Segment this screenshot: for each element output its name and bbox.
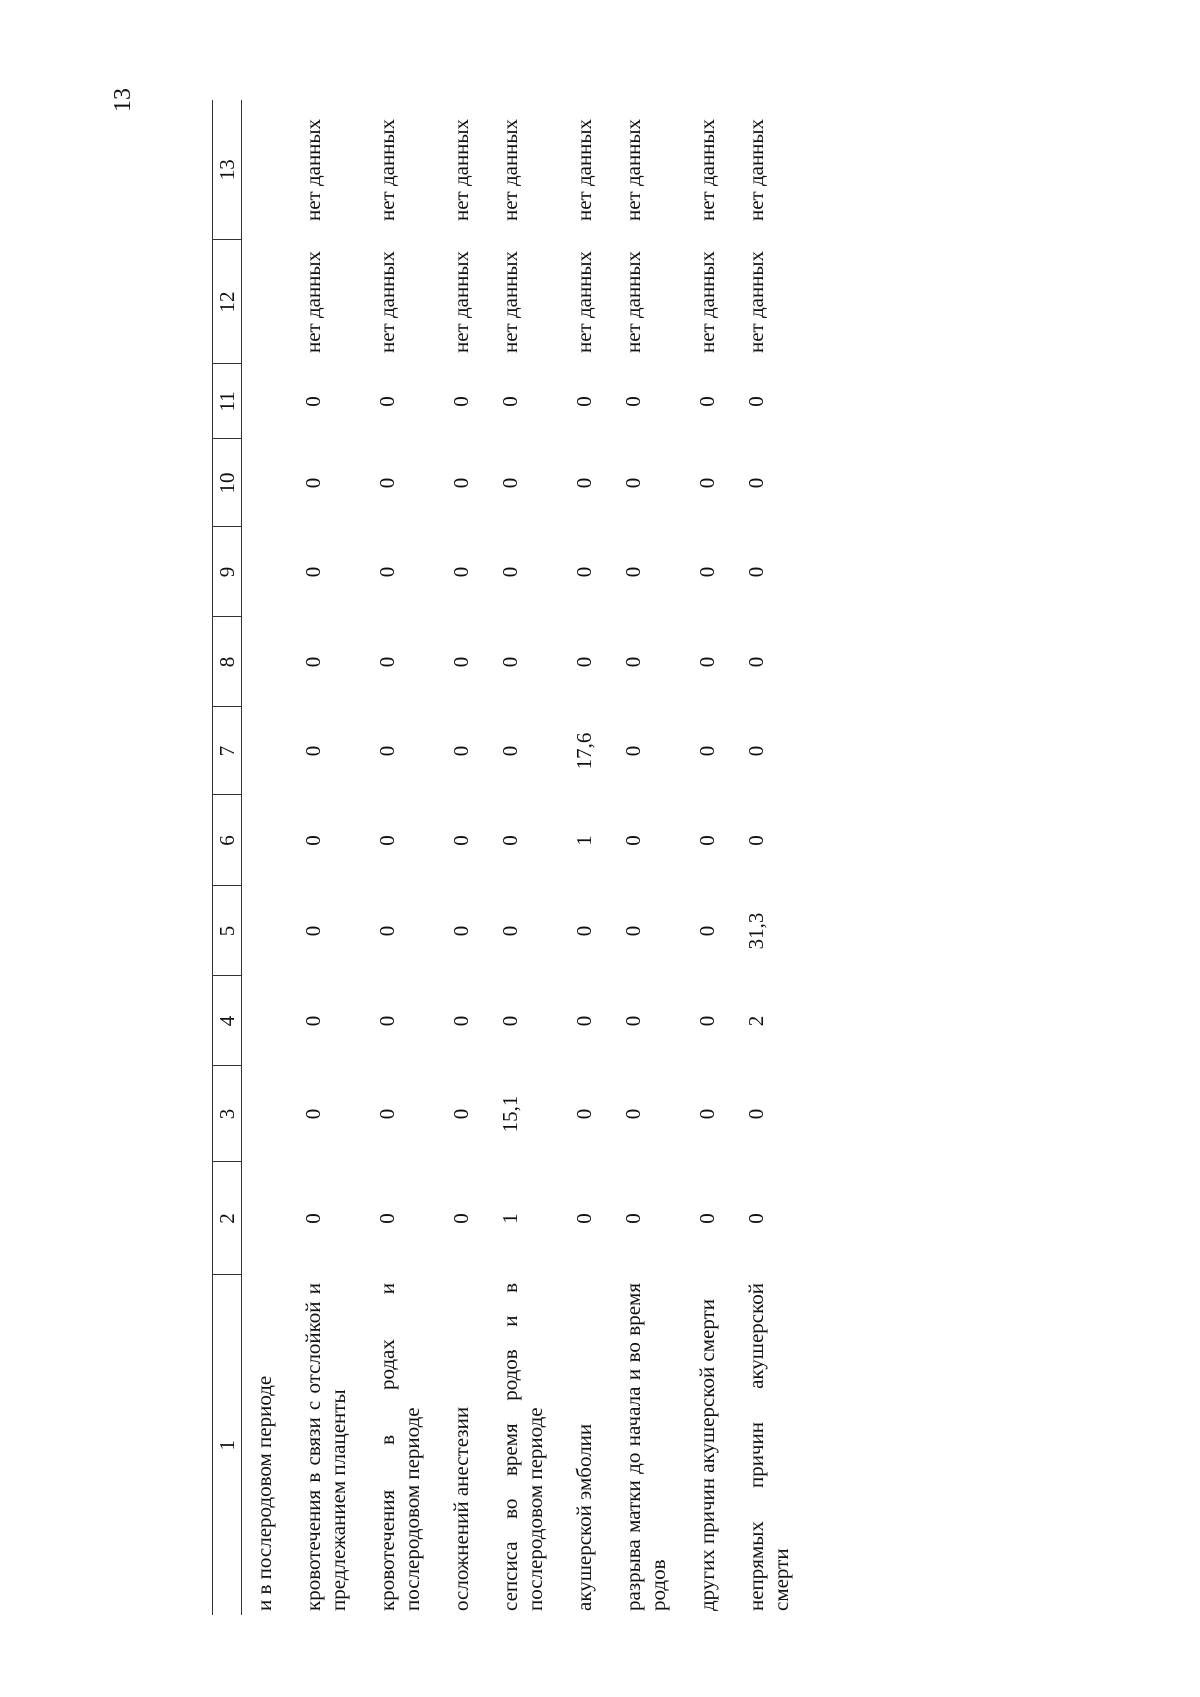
col-header-10: 10: [213, 439, 242, 527]
cell-col-7: 0: [449, 745, 473, 757]
cell-col-8: 0: [449, 656, 473, 668]
cell-col-11: 0: [449, 396, 473, 407]
cell-col-5: 0: [375, 925, 399, 937]
row-label: непрямых причин акушерской смерти: [744, 1283, 793, 1611]
cell-col-2: 1: [498, 1213, 522, 1224]
cell-col-11: 0: [375, 396, 399, 407]
col-header-5: 5: [213, 886, 242, 976]
cell-col-13: нет данных: [621, 118, 645, 222]
cell-col-12: нет данных: [572, 250, 596, 354]
cell-col-6: 0: [301, 835, 325, 846]
cell-col-3: 15,1: [498, 1095, 522, 1133]
statistics-table: [212, 100, 808, 1615]
cell-col-2: [242, 1162, 292, 1275]
col-header-4: 4: [213, 976, 242, 1066]
cell-col-13: нет данных: [744, 118, 768, 222]
cell-col-13: нет данных: [301, 118, 325, 222]
cell-col-13: нет данных: [572, 118, 596, 222]
table-row: [242, 100, 292, 1615]
col-header-2: 2: [213, 1162, 242, 1275]
cell-col-5: 0: [695, 925, 719, 937]
cell-col-11: 0: [301, 396, 325, 407]
cell-col-6: 0: [621, 835, 645, 846]
cell-col-4: 0: [375, 1015, 399, 1027]
cell-col-5: 0: [301, 925, 325, 937]
cell-col-13: [242, 100, 292, 240]
cell-col-12: нет данных: [744, 250, 768, 354]
row-label: кровотечения в связи с отслойкой и предлежанием плаценты: [301, 1283, 350, 1611]
cell-col-10: [242, 439, 292, 527]
cell-col-9: 0: [572, 566, 596, 578]
cell-col-9: 0: [449, 566, 473, 578]
cell-col-2: 0: [375, 1213, 399, 1224]
cell-col-9: 0: [301, 566, 325, 578]
cell-col-7: [242, 707, 292, 795]
cell-col-9: 0: [375, 566, 399, 578]
cell-col-7: 0: [498, 745, 522, 757]
cell-col-3: 0: [449, 1108, 473, 1120]
cell-col-10: 0: [572, 477, 596, 489]
table-row: [685, 100, 734, 1615]
cell-col-3: 0: [621, 1108, 645, 1120]
cell-col-12: нет данных: [301, 250, 325, 354]
cell-col-4: 0: [449, 1015, 473, 1027]
row-label: осложнений анестезии: [449, 1406, 473, 1611]
cell-col-13: нет данных: [375, 118, 399, 222]
col-header-13: 13: [213, 100, 242, 240]
table-row: [291, 100, 365, 1615]
table-row: [439, 100, 488, 1615]
col-header-12: 12: [213, 240, 242, 364]
table-body: [242, 100, 809, 1615]
cell-col-11: [242, 364, 292, 439]
cell-col-5: 0: [449, 925, 473, 937]
cell-col-2: 0: [572, 1213, 596, 1224]
table-row: [365, 100, 439, 1615]
col-header-7: 7: [213, 707, 242, 795]
cell-col-8: 0: [375, 656, 399, 668]
col-header-1: 1: [213, 1275, 242, 1615]
cell-col-4: 0: [695, 1015, 719, 1027]
cell-col-2: 0: [449, 1213, 473, 1224]
cell-col-5: 31,3: [744, 912, 768, 950]
cell-col-5: 0: [498, 925, 522, 937]
cell-col-11: 0: [744, 396, 768, 407]
cell-col-6: 0: [744, 835, 768, 846]
cell-col-12: нет данных: [449, 250, 473, 354]
cell-col-5: [242, 886, 292, 976]
page-number: 13: [110, 88, 136, 112]
cell-col-13: нет данных: [449, 118, 473, 222]
cell-col-9: 0: [744, 566, 768, 578]
cell-col-8: 0: [621, 656, 645, 668]
cell-col-6: 0: [449, 835, 473, 846]
table-row: [734, 100, 808, 1615]
cell-col-4: 0: [621, 1015, 645, 1027]
cell-col-8: 0: [301, 656, 325, 668]
cell-col-9: 0: [621, 566, 645, 578]
cell-col-3: 0: [375, 1108, 399, 1120]
col-header-9: 9: [213, 527, 242, 617]
cell-col-3: 0: [572, 1108, 596, 1120]
cell-col-3: 0: [695, 1108, 719, 1120]
cell-col-11: 0: [498, 396, 522, 407]
table-row: [611, 100, 685, 1615]
cell-col-12: нет данных: [695, 250, 719, 354]
cell-col-10: 0: [695, 477, 719, 489]
cell-col-8: 0: [695, 656, 719, 668]
cell-col-10: 0: [375, 477, 399, 489]
row-label: акушерской эмболии: [572, 1423, 596, 1611]
row-label: и в послеродовом периоде: [252, 1375, 276, 1611]
cell-col-10: 0: [621, 477, 645, 489]
cell-col-2: 0: [621, 1213, 645, 1224]
cell-col-9: [242, 527, 292, 617]
cell-col-5: 0: [621, 925, 645, 937]
cell-col-6: 1: [572, 835, 596, 846]
cell-col-7: 17,6: [572, 732, 596, 770]
row-label: кровотечения в родах и послеродовом периоде: [375, 1283, 424, 1611]
cell-col-2: 0: [301, 1213, 325, 1224]
cell-col-8: [242, 617, 292, 707]
cell-col-8: 0: [744, 656, 768, 668]
cell-col-6: 0: [498, 835, 522, 846]
cell-col-10: 0: [449, 477, 473, 489]
cell-col-9: 0: [498, 566, 522, 578]
table-row: [488, 100, 562, 1615]
cell-col-10: 0: [498, 477, 522, 489]
header-row: [213, 100, 242, 1615]
rotated-table-container: [212, 100, 1012, 1615]
col-header-11: 11: [213, 364, 242, 439]
cell-col-9: 0: [695, 566, 719, 578]
cell-col-13: нет данных: [695, 118, 719, 222]
table-row: [562, 100, 611, 1615]
cell-col-10: 0: [301, 477, 325, 489]
cell-col-5: 0: [572, 925, 596, 937]
cell-col-3: [242, 1066, 292, 1162]
cell-col-7: 0: [744, 745, 768, 757]
cell-col-2: 0: [744, 1213, 768, 1224]
cell-col-7: 0: [695, 745, 719, 757]
cell-col-8: 0: [498, 656, 522, 668]
cell-col-11: 0: [572, 396, 596, 407]
cell-col-8: 0: [572, 656, 596, 668]
cell-col-4: 2: [744, 1015, 768, 1027]
cell-col-12: нет данных: [498, 250, 522, 354]
col-header-8: 8: [213, 617, 242, 707]
cell-col-4: 0: [301, 1015, 325, 1027]
cell-col-12: нет данных: [621, 250, 645, 354]
cell-col-10: 0: [744, 477, 768, 489]
cell-col-12: [242, 240, 292, 364]
cell-col-13: нет данных: [498, 118, 522, 222]
col-header-3: 3: [213, 1066, 242, 1162]
cell-col-6: 0: [375, 835, 399, 846]
cell-col-6: [242, 795, 292, 886]
col-header-6: 6: [213, 795, 242, 886]
cell-col-4: 0: [498, 1015, 522, 1027]
cell-col-12: нет данных: [375, 250, 399, 354]
cell-col-7: 0: [301, 745, 325, 757]
cell-col-7: 0: [375, 745, 399, 757]
cell-col-7: 0: [621, 745, 645, 757]
cell-col-3: 0: [744, 1108, 768, 1120]
cell-col-2: 0: [695, 1213, 719, 1224]
row-label: других причин акушерской смерти: [695, 1298, 719, 1611]
cell-col-11: 0: [695, 396, 719, 407]
cell-col-4: 0: [572, 1015, 596, 1027]
cell-col-3: 0: [301, 1108, 325, 1120]
row-label: сепсиса во время родов и в послеродовом периоде: [498, 1283, 547, 1611]
cell-col-6: 0: [695, 835, 719, 846]
cell-col-11: 0: [621, 396, 645, 407]
cell-col-4: [242, 976, 292, 1066]
row-label: разрыва матки до начала и во время родов: [621, 1283, 670, 1611]
